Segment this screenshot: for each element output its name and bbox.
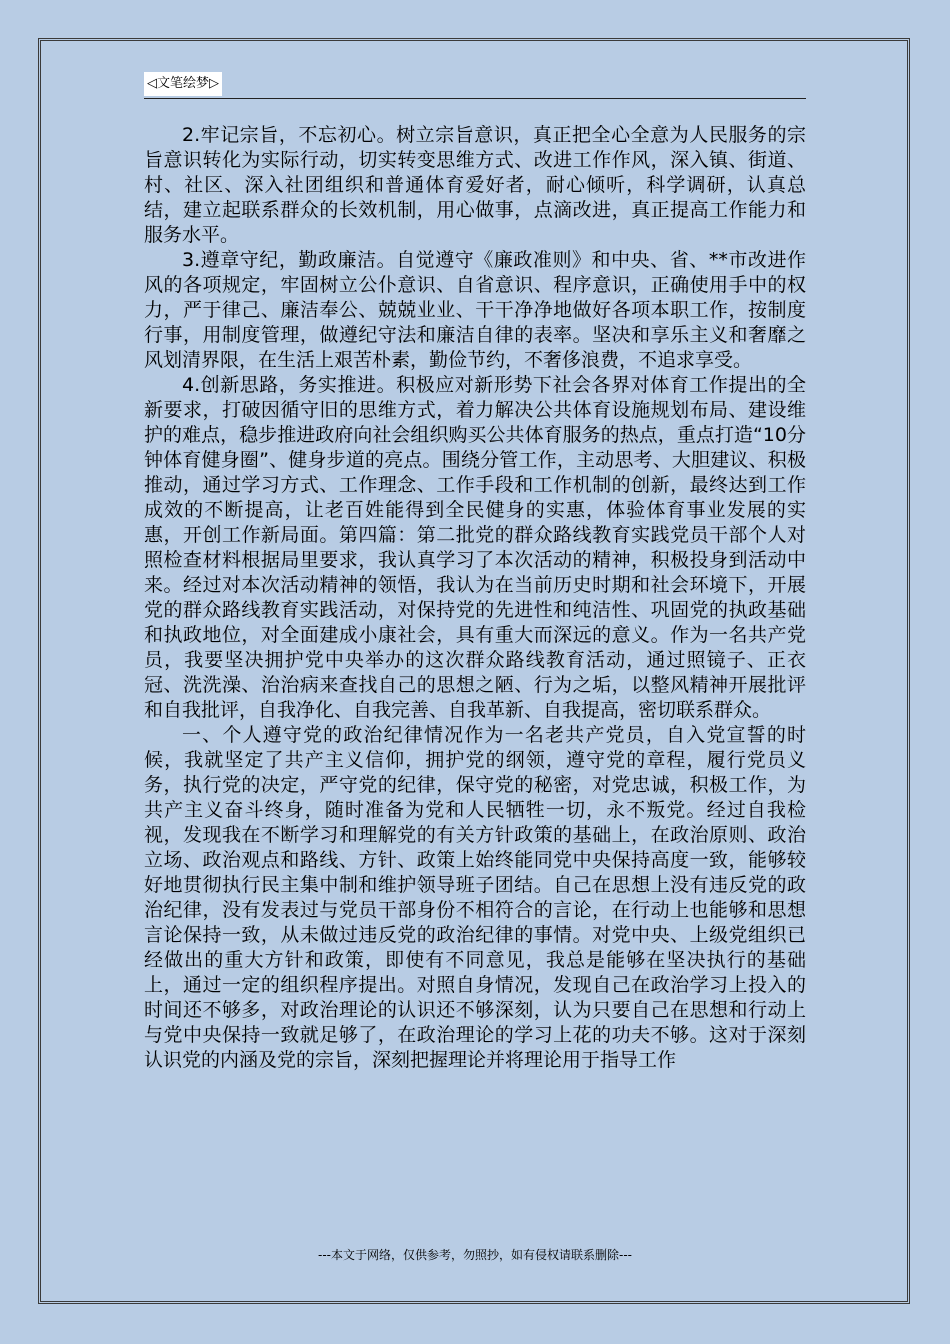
disclaimer-footer: ---本文于网络，仅供参考，勿照抄，如有侵权请联系删除--- — [318, 1248, 632, 1262]
body-paragraph: 2.牢记宗旨，不忘初心。树立宗旨意识，真正把全心全意为人民服务的宗旨意识转化为实际行动，切实转变思维方式、改进工作作风，深入镇、街道、村、社区、深入社团组织和普通体育爱好者，耐心倾听，科学调研，认真总结，建立起联系群众的长效机制，用心做事，点滴改进，真正提高工作能力和服务水平。 — [144, 124, 806, 246]
body-paragraph: 一、个人遵守党的政治纪律情况作为一名老共产党员，自入党宣誓的时候，我就坚定了共产主义信仰，拥护党的纲领，遵守党的章程，履行党员义务，执行党的决定，严守党的纪律，保守党的秘密，对党忠诚，积极工作，为共产主义奋斗终身，随时准备为党和人民牺牲一切，永不叛党。经过自我检视，发现我在不断学习和理解党的有关方针政策的基础上，在政治原则、政治立场、政治观点和路线、方针、政策上始终能同党中央保持高度一致，能够较好地贯彻执行民主集中制和维护领导班子团结。自己在思想上没有违反党的政治纪律，没有发表过与党员干部身份不相符合的言论，在行动上也能够和思想言论保持一致，从未做过违反党的政治纪律的事情。对党中央、上级党组织已经做出的重大方针和政策，即使有不同意见，我总是能够在坚决执行的基础上，通过一定的组织程序提出。对照自身情况，发现自己在政治学习上投入的时间还不够多，对政治理论的认识还不够深刻，认为只要自己在思想和行动上与党中央保持一致就足够了，在政治理论的学习上花的功夫不够。这对于深刻认识党的内涵及党的宗旨，深刻把握理论并将理论用于指导工作 — [144, 724, 806, 1071]
body-paragraph: 4.创新思路，务实推进。积极应对新形势下社会各界对体育工作提出的全新要求，打破因循守旧的思维方式，着力解决公共体育设施规划布局、建设维护的难点，稳步推进政府向社会组织购买公共体育服务的热点，重点打造“10分钟体育健身圈”、健身步道的亮点。围绕分管工作，主动思考、大胆建议、积极推动，通过学习方式、工作理念、工作手段和工作机制的创新，最终达到工作成效的不断提高，让老百姓能得到全民健身的实惠，体验体育事业发展的实惠，开创工作新局面。第四篇：第二批党的群众路线教育实践党员干部个人对照检查材料根据局里要求，我认真学习了本次活动的精神，积极投身到活动中来。经过对本次活动精神的领悟，我认为在当前历史时期和社会环境下，开展党的群众路线教育实践活动，对保持党的先进性和纯洁性、巩固党的执政基础和执政地位，对全面建成小康社会，具有重大而深远的意义。作为一名共产党员，我要坚决拥护党中央举办的这次群众路线教育活动，通过照镜子、正衣冠、洗洗澡、治治病来查找自己的思想之陋、行为之垢，以整风精神开展批评和自我批评，自我净化、自我完善、自我革新、自我提高，密切联系群众。 — [144, 374, 806, 721]
document-body — [144, 123, 806, 1073]
body-paragraph: 3.遵章守纪，勤政廉洁。自觉遵守《廉政准则》和中央、省、**市改进作风的各项规定，牢固树立公仆意识、自省意识、程序意识，正确使用手中的权力，严于律己、廉洁奉公、兢兢业业、干干净净地做好各项本职工作，按制度行事，用制度管理，做遵纪守法和廉洁自律的表率。坚决和享乐主义和奢靡之风划清界限，在生活上艰苦朴素，勤俭节约，不奢侈浪费，不追求享受。 — [144, 249, 806, 371]
document-header — [144, 72, 806, 99]
header-brand-tag: ◁文笔绘梦▷ — [144, 72, 222, 96]
